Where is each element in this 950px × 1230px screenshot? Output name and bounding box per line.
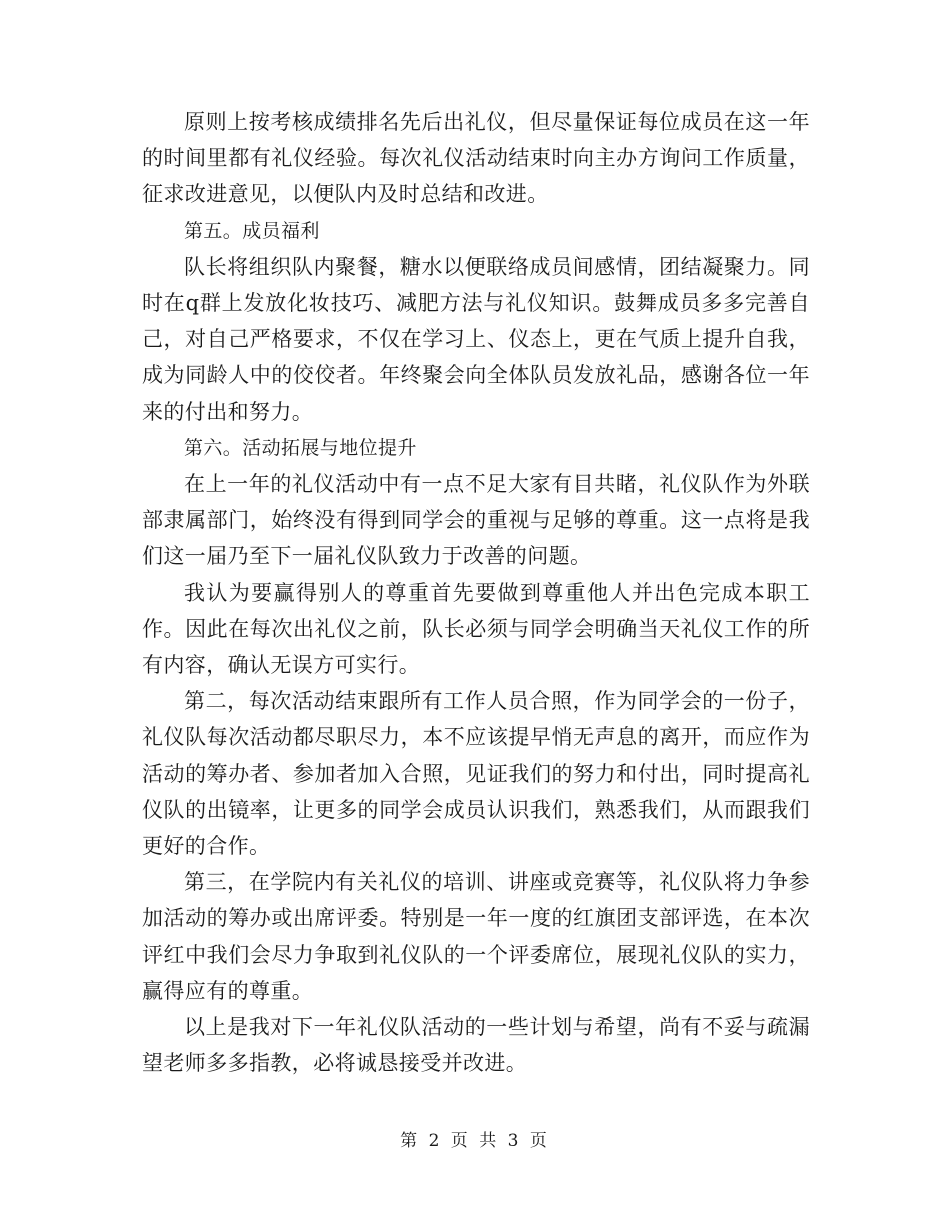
- page-number-footer: 第 2 页 共 3 页: [400, 1131, 550, 1151]
- paragraph: 第三，在学院内有关礼仪的培训、讲座或竞赛等，礼仪队将力争参加活动的筹办或出席评委。特别是一年一度的红旗团支部评选，在本次评红中我们会尽力争取到礼仪队的一个评委席位，展现礼仪队的实力，赢得应有的尊重。: [142, 870, 810, 1003]
- paragraph: 以上是我对下一年礼仪队活动的一些计划与希望，尚有不妥与疏漏望老师多多指教，必将诚恳接受并改进。: [142, 1015, 810, 1076]
- paragraph: 在上一年的礼仪活动中有一点不足大家有目共睹，礼仪队作为外联部隶属部门，始终没有得到同学会的重视与足够的尊重。这一点将是我们这一届乃至下一届礼仪队致力于改善的问题。: [142, 472, 810, 569]
- section-heading: 第五。成员福利: [184, 219, 320, 242]
- document-body: [142, 104, 810, 1081]
- paragraph: 我认为要赢得别人的尊重首先要做到尊重他人并出色完成本职工作。因此在每次出礼仪之前，队长必须与同学会明确当天礼仪工作的所有内容，确认无误方可实行。: [142, 580, 810, 678]
- section-heading: 第六。活动拓展与地位提升: [184, 436, 417, 459]
- paragraph: 第二，每次活动结束跟所有工作人员合照，作为同学会的一份子，礼仪队每次活动都尽职尽力，本不应该提早悄无声息的离开，而应作为活动的筹办者、参加者加入合照，见证我们的努力和付出，同时提高礼仪队的出镜率，让更多的同学会成员认识我们，熟悉我们，从而跟我们更好的合作。: [142, 689, 810, 859]
- paragraph: 队长将组织队内聚餐，糖水以便联络成员间感情，团结凝聚力。同时在q群上发放化妆技巧、减肥方法与礼仪知识。鼓舞成员多多完善自己，对自己严格要求，不仅在学习上、仪态上，更在气质上提升自我，成为同龄人中的佼佼者。年终聚会向全体队员发放礼品，感谢各位一年来的付出和努力。: [142, 254, 810, 424]
- paragraph: 原则上按考核成绩排名先后出礼仪，但尽量保证每位成员在这一年的时间里都有礼仪经验。每次礼仪活动结束时向主办方询问工作质量，征求改进意见，以便队内及时总结和改进。: [142, 110, 810, 207]
